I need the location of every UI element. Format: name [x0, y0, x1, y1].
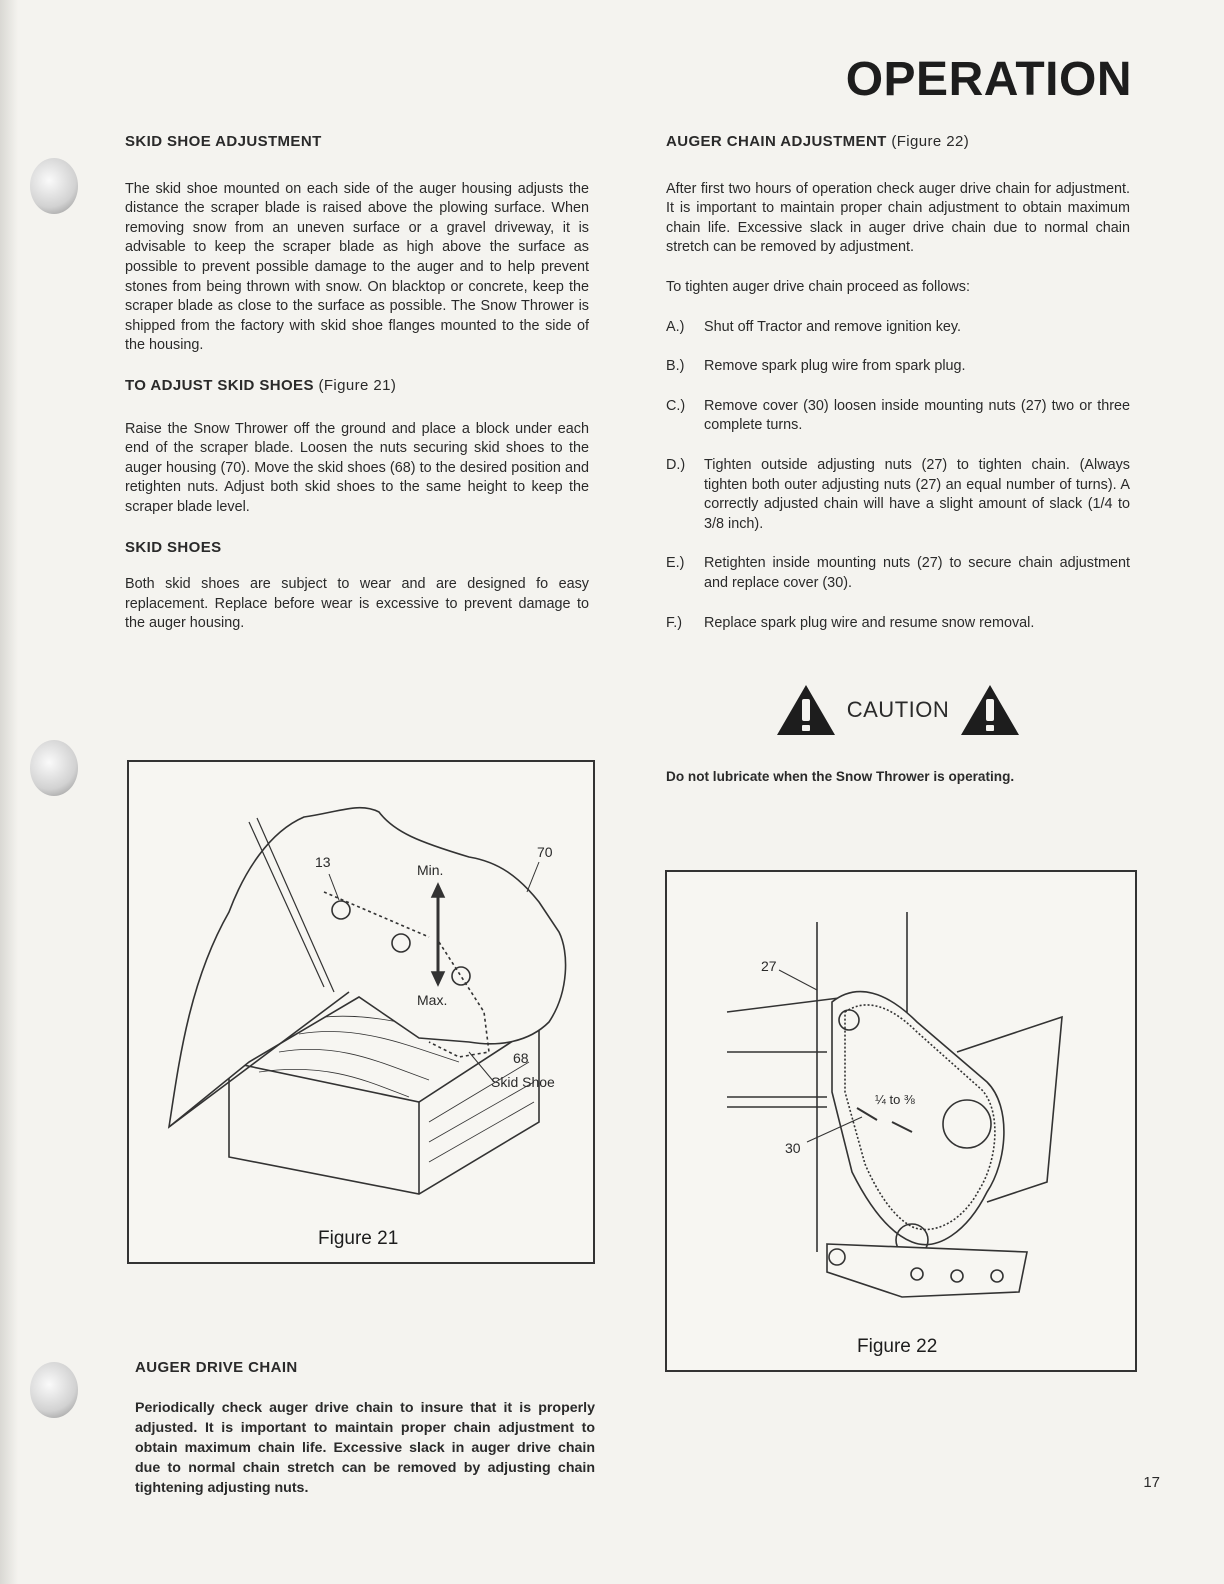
figure-21	[127, 760, 595, 1264]
step-f: F.) Replace spark plug wire and resume snow removal.	[666, 614, 1035, 631]
step-c: C.) Remove cover (30) loosen inside mounting nuts (27) two or three complete turns.	[666, 397, 1130, 434]
tightening-steps-list	[666, 318, 1130, 634]
to-adjust-body: Raise the Snow Thrower off the ground and place a block under each end of the scraper blade. Loosen the nuts securing skid shoes to the auger housing (70). Move the skid shoes (68) to the desired position and retighten nuts. Adjust both skid shoes to the same height to keep the scraper blade level.	[125, 420, 589, 515]
caution-label: CAUTION	[846, 697, 950, 723]
auger-drive-chain-body: Periodically check auger drive chain to insure that it is properly adjusted. It is important to maintain proper chain adjustment to obtain maximum chain life. Excessive slack in auger drive chain due to normal chain stretch can be removed by adjusting chain tightening adjusting nuts.	[135, 1399, 595, 1496]
figure-22-illustration	[667, 872, 1135, 1370]
figure-22-label-27: 27	[761, 958, 777, 974]
skid-shoes-body: Both skid shoes are subject to wear and are designed fo easy replacement. Replace before wear is excessive to prevent damage to the auger housing.	[125, 576, 589, 632]
figure-21-label-skid-shoe: Skid Shoe	[491, 1074, 555, 1090]
step-a: A.) Shut off Tractor and remove ignition key.	[666, 318, 962, 335]
figure-21-label-13: 13	[315, 854, 331, 870]
page-binding-edge	[0, 0, 18, 1584]
step-b: B.) Remove spark plug wire from spark plug.	[666, 358, 966, 375]
binder-hole-top	[30, 158, 78, 214]
auger-chain-adjustment-heading	[666, 132, 1130, 152]
right-column	[666, 132, 1130, 787]
step-e: E.) Retighten inside mounting nuts (27) to secure chain adjustment and replace cover (30).	[666, 555, 1130, 591]
page-title: OPERATION	[845, 53, 1132, 106]
page-number: 17	[1143, 1474, 1160, 1491]
skid-shoe-adjustment-body: The skid shoe mounted on each side of the auger housing adjusts the distance the scraper blade is raised above the plowing surface. When removing snow from an uneven surface or a gravel driveway, it is advisable to keep the scraper blade as high above the surface as possible to prevent possible damage to the auger and to help prevent stones from being thrown with snow. On blacktop or concrete, keep the scraper blade as close to the surface as possible. The Snow Thrower is shipped from the factory with skid shoe flanges mounted to the side of the housing.	[125, 180, 589, 354]
figure-21-illustration	[129, 762, 593, 1262]
auger-chain-adjustment-body: After first two hours of operation check auger drive chain for adjustment. It is important to maintain proper chain adjustment to obtain maximum chain life. Excessive slack in auger drive chain due to normal chain stretch can be removed by adjustment.	[666, 180, 1130, 256]
binder-hole-middle	[30, 740, 78, 796]
caution-text: Do not lubricate when the Snow Thrower is operating.	[666, 769, 1015, 785]
binder-hole-bottom	[30, 1362, 78, 1418]
figure-21-label-68: 68	[513, 1050, 529, 1066]
warning-triangle-icon	[775, 683, 837, 737]
figure-22-reference: (Figure 22)	[891, 133, 970, 150]
figure-21-label-70: 70	[537, 844, 553, 860]
figure-22-caption: Figure 22	[857, 1336, 938, 1357]
figure-21-label-min: Min.	[417, 862, 444, 878]
step-d: D.) Tighten outside adjusting nuts (27) to tighten chain. (Always tighten both outer adjusting nuts (27) an equal number of turns). A correctly adjusted chain will have a slight amount of slack (1/4 to 3/8 inch).	[666, 456, 1130, 532]
auger-chain-adjustment-intro: To tighten auger drive chain proceed as follows:	[666, 278, 970, 295]
to-adjust-heading-text: TO ADJUST SKID SHOES	[125, 376, 314, 394]
skid-shoe-adjustment-heading: SKID SHOE ADJUSTMENT	[125, 133, 322, 150]
figure-21-label-max: Max.	[417, 992, 448, 1008]
figure-21-reference: (Figure 21)	[318, 376, 397, 394]
auger-chain-adjustment-heading-text: AUGER CHAIN ADJUSTMENT	[666, 133, 887, 150]
figure-21-caption: Figure 21	[318, 1228, 399, 1249]
caution-banner	[666, 683, 1130, 737]
to-adjust-heading	[125, 376, 589, 396]
left-column	[125, 132, 589, 654]
figure-22-label-30: 30	[785, 1140, 801, 1156]
figure-22-label-slack: ¼ to ⅜	[875, 1092, 915, 1107]
figure-22	[665, 870, 1137, 1372]
warning-triangle-icon	[959, 683, 1021, 737]
auger-drive-chain-heading: AUGER DRIVE CHAIN	[135, 1359, 298, 1376]
auger-drive-chain-section	[135, 1358, 595, 1498]
skid-shoes-heading: SKID SHOES	[125, 538, 222, 556]
